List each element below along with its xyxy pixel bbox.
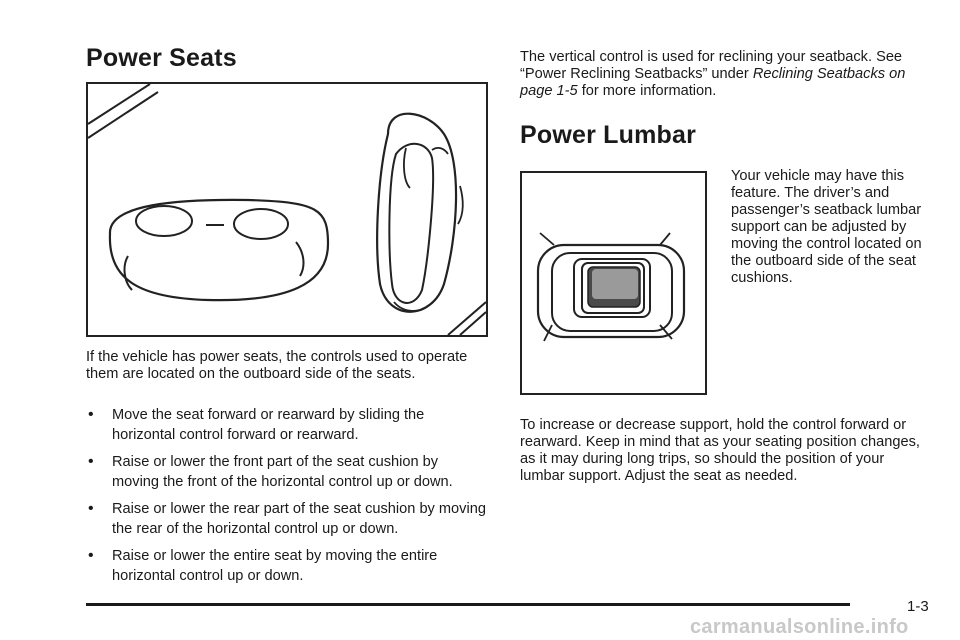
bullet-item: • Raise or lower the front part of the seat cushion by moving the front of the horizontal control up or down.: [86, 452, 488, 492]
power-seat-controls-drawing: [88, 84, 486, 335]
reclining-text-start: The vertical control is used for reclining your seatback. See “Power Reclining Seatbacks” under: [520, 49, 903, 82]
power-seats-heading: Power Seats: [86, 44, 237, 72]
vertical-recline-control-icon: [377, 114, 463, 312]
reclining-seatbacks-link[interactable]: Reclining Seatbacks on page 1-5: [520, 66, 906, 99]
lumbar-intro: Your vehicle may have this feature. The driver’s and passenger’s seatback lumbar support can be adjusted by moving the control located on the outboard side of the seat cushions.: [731, 168, 922, 286]
lumbar-control-illustration: [520, 171, 707, 395]
reclining-text-end: for more information.: [581, 83, 717, 99]
page-number: 1-3: [907, 598, 929, 615]
bullet-item: • Raise or lower the entire seat by moving the entire horizontal control up or down.: [86, 546, 488, 586]
bullet-item: • Move the seat forward or rearward by sliding the horizontal control forward or rearward.: [86, 405, 488, 445]
reclining-paragraph: [520, 49, 930, 100]
bullet-item: • Raise or lower the rear part of the seat cushion by moving the rear of the horizontal control up or down.: [86, 499, 488, 539]
power-seat-controls-illustration: [86, 82, 488, 337]
power-seats-bullet-list: [86, 405, 488, 593]
power-seats-intro: If the vehicle has power seats, the controls used to operate them are located on the outboard side of the seats.: [86, 349, 468, 382]
lumbar-body: To increase or decrease support, hold the control forward or rearward. Keep in mind that as your seating position changes, as it may during long trips, so should the position of your lumbar support. Adjust the seat as needed.: [520, 417, 920, 484]
footer-rule: [86, 603, 850, 606]
power-lumbar-heading: Power Lumbar: [520, 121, 697, 149]
lumbar-control-drawing: [522, 173, 705, 393]
lumbar-switch-icon: [538, 233, 684, 341]
horizontal-seat-control-icon: [110, 200, 328, 300]
watermark: carmanualsonline.info: [690, 616, 909, 638]
